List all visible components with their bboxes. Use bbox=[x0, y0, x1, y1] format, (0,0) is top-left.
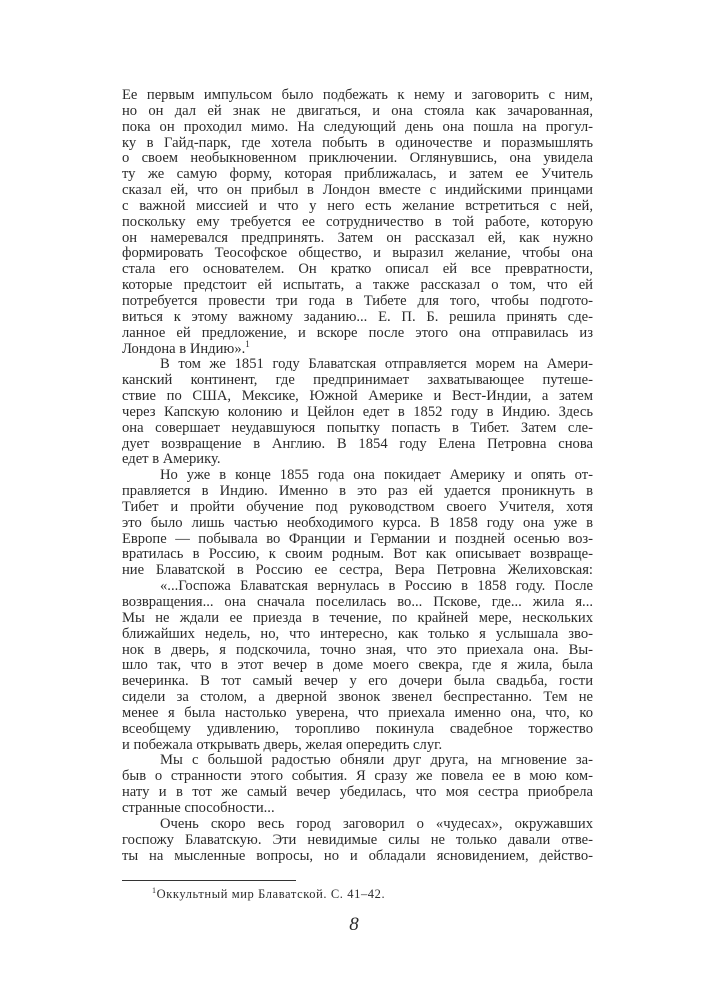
text-line bbox=[122, 167, 593, 183]
paragraph bbox=[122, 88, 593, 357]
text-line bbox=[122, 104, 593, 120]
text-line bbox=[122, 738, 593, 754]
line-text: дует возвращение в Англию. В 1854 году Елена Петровна снова bbox=[122, 435, 593, 452]
text-line bbox=[122, 674, 593, 690]
line-text: Мы с большой радостью обняли друг друга, на мгновение за- bbox=[160, 752, 593, 769]
text-line bbox=[122, 611, 593, 627]
line-text: всеобщему удивлению, торопливо покинула свадебное торжество bbox=[122, 720, 593, 737]
text-line bbox=[122, 643, 593, 659]
paragraph bbox=[122, 817, 593, 865]
line-text: о своем необыкновенном приключении. Оглянувшись, она увидела bbox=[122, 150, 593, 167]
line-text: госпожу Блаватскую. Эти невидимые силы не только давали отве- bbox=[122, 831, 593, 848]
line-text: через Капскую колонию и Цейлон едет в 1852 году в Индию. Здесь bbox=[122, 403, 593, 420]
line-text: Тибет и пройти обучение под руководством своего Учителя, хотя bbox=[122, 498, 593, 515]
line-text: пока он проходил мимо. На следующий день она пошла на прогул- bbox=[122, 118, 593, 135]
text-line bbox=[122, 532, 593, 548]
text-line bbox=[122, 183, 593, 199]
paragraph bbox=[122, 468, 593, 579]
text-line bbox=[122, 437, 593, 453]
line-text: странные способности... bbox=[122, 799, 275, 816]
line-text: вратилась в Россию, к своим родным. Вот как описывает возвраще- bbox=[122, 546, 593, 563]
text-line bbox=[122, 357, 593, 373]
line-text: ланное ей предложение, и вскоре после этого она отправилась из bbox=[122, 324, 593, 341]
text-line bbox=[122, 484, 593, 500]
text-line bbox=[122, 338, 593, 358]
text-line bbox=[122, 151, 593, 167]
line-text: быв о странности этого события. Я сразу же повела ее в мою ком- bbox=[122, 768, 593, 785]
line-text: ту же самую форму, которая приближалась, и затем ее Учитель bbox=[122, 166, 593, 183]
text-line bbox=[122, 769, 593, 785]
line-text: но он дал ей знак не двигаться, и она стояла как зачарованная, bbox=[122, 102, 593, 119]
line-text: ку в Гайд-парк, где хотела побыть в одиночестве и поразмышлять bbox=[122, 134, 593, 151]
line-text: это было лишь частью необходимого курса. В 1858 году она уже в bbox=[122, 514, 593, 531]
line-text: Но уже в конце 1855 года она покидает Америку и опять от- bbox=[160, 467, 593, 484]
line-text: «...Госпожа Блаватская вернулась в Россию в 1858 году. После bbox=[160, 578, 593, 595]
line-text: Очень скоро весь город заговорил о «чудесах», окружавших bbox=[160, 815, 593, 832]
text-line bbox=[122, 278, 593, 294]
line-text: и побежала открывать дверь, желая опередить слуг. bbox=[122, 736, 443, 753]
line-text: вечеринка. В тот самый вечер у его дочери была свадьба, гости bbox=[122, 673, 593, 690]
line-text: она совершает неудавшуюся попытку попасть в Тибет. Затем сле- bbox=[122, 419, 593, 436]
text-line bbox=[122, 690, 593, 706]
text-line bbox=[122, 579, 593, 595]
text-line bbox=[122, 817, 593, 833]
line-text: менее я была настолько уверена, что приехала именно она, что, ко bbox=[122, 704, 593, 721]
text-line bbox=[122, 310, 593, 326]
paragraph bbox=[122, 753, 593, 816]
line-text: Мы не ждали ее приезда в течение, по крайней мере, нескольких bbox=[122, 609, 593, 626]
text-line bbox=[122, 627, 593, 643]
line-text: нату и в тот же самый вечер убедилась, что моя сестра приобрела bbox=[122, 784, 593, 801]
text-line bbox=[122, 722, 593, 738]
line-text: сидели за столом, а дверной звонок звенел беспрестанно. Тем не bbox=[122, 689, 593, 706]
text-line bbox=[122, 516, 593, 532]
text-line bbox=[122, 88, 593, 104]
text-line bbox=[122, 246, 593, 262]
text-line bbox=[122, 136, 593, 152]
text-line bbox=[122, 326, 593, 342]
line-text: нок в дверь, я подскочила, точно зная, что это приехала она. Вы- bbox=[122, 641, 593, 658]
text-line bbox=[122, 215, 593, 231]
line-text: возвращения... она сначала поселилась во... Пскове, где... жила я... bbox=[122, 594, 593, 610]
text-line bbox=[122, 658, 593, 674]
text-line bbox=[122, 405, 593, 421]
text-line bbox=[122, 500, 593, 516]
page-number: 8 bbox=[349, 914, 359, 935]
text-line bbox=[122, 547, 593, 563]
text-line bbox=[122, 706, 593, 722]
line-text: ствие по США, Мексике, Южной Америке и Вест-Индии, а затем bbox=[122, 388, 593, 405]
line-text: едет в Америку. bbox=[122, 451, 221, 468]
body-text bbox=[122, 88, 593, 864]
text-line bbox=[122, 452, 593, 468]
text-line bbox=[122, 120, 593, 136]
line-text: формировать Теософское общество, и выразил желание, чтобы она bbox=[122, 245, 593, 262]
text-line bbox=[122, 833, 593, 849]
text-line bbox=[122, 421, 593, 437]
text-line bbox=[122, 373, 593, 389]
footnote bbox=[152, 887, 385, 902]
line-text: правляется в Индию. Именно в это раз ей удается проникнуть в bbox=[122, 483, 593, 500]
line-text: сказал ей, что он прибыл в Лондон вместе с индийскими принцами bbox=[122, 182, 593, 199]
footnote-divider bbox=[122, 880, 296, 881]
line-text: ближайших недель, но, что интересно, как только я услышала зво- bbox=[122, 625, 593, 642]
text-line bbox=[122, 563, 593, 579]
line-text: стала его основателем. Он кратко описал ей все превратности, bbox=[122, 261, 593, 278]
line-text: виться к этому важному заданию... Е. П. Б. решила принять сде- bbox=[122, 308, 593, 325]
text-line bbox=[122, 231, 593, 247]
line-text: которые предстоит ей испытать, а также рассказал о том, что ей bbox=[122, 277, 593, 294]
line-text: Европе — побывала во Франции и Германии и поздней осенью воз- bbox=[122, 530, 593, 547]
text-line bbox=[122, 468, 593, 484]
line-text: Ее первым импульсом было подбежать к нему и заговорить с ним, bbox=[122, 87, 593, 103]
line-text: шло так, что в этот вечер в доме моего свекра, где я жила, была bbox=[122, 657, 593, 674]
paragraph bbox=[122, 579, 593, 753]
line-text: поскольку ему требуется ее сотрудничество в той работе, которую bbox=[122, 213, 593, 230]
text-line bbox=[122, 801, 593, 817]
footnote-text: Оккультный мир Блаватской. С. 41–42. bbox=[156, 887, 386, 901]
footnote-marker: 1 bbox=[152, 885, 157, 895]
text-line bbox=[122, 785, 593, 801]
text-line bbox=[122, 849, 593, 865]
line-text: потребуется провести три года в Тибете для того, чтобы подгото- bbox=[122, 292, 593, 309]
text-line bbox=[122, 753, 593, 769]
line-text: с важной миссией и что у него есть желание встретиться с ней, bbox=[122, 197, 593, 214]
text-line bbox=[122, 199, 593, 215]
text-line bbox=[122, 595, 593, 611]
line-text: ние Блаватской в Россию ее сестра, Вера Петровна Желиховская: bbox=[122, 562, 593, 579]
line-text: Лондона в Индию». bbox=[122, 340, 246, 357]
footnote-reference[interactable]: 1 bbox=[245, 338, 250, 349]
line-text: ты на мысленные вопросы, но и обладали ясновидением, действо- bbox=[122, 847, 593, 864]
line-text: он намеревался предпринять. Затем он рассказал ей, как нужно bbox=[122, 229, 593, 246]
line-text: канский континент, где предпринимает захватывающее путеше- bbox=[122, 372, 593, 389]
text-line bbox=[122, 389, 593, 405]
text-line bbox=[122, 262, 593, 278]
paragraph bbox=[122, 357, 593, 468]
text-line bbox=[122, 294, 593, 310]
line-text: В том же 1851 году Блаватская отправляется морем на Амери- bbox=[160, 356, 593, 373]
